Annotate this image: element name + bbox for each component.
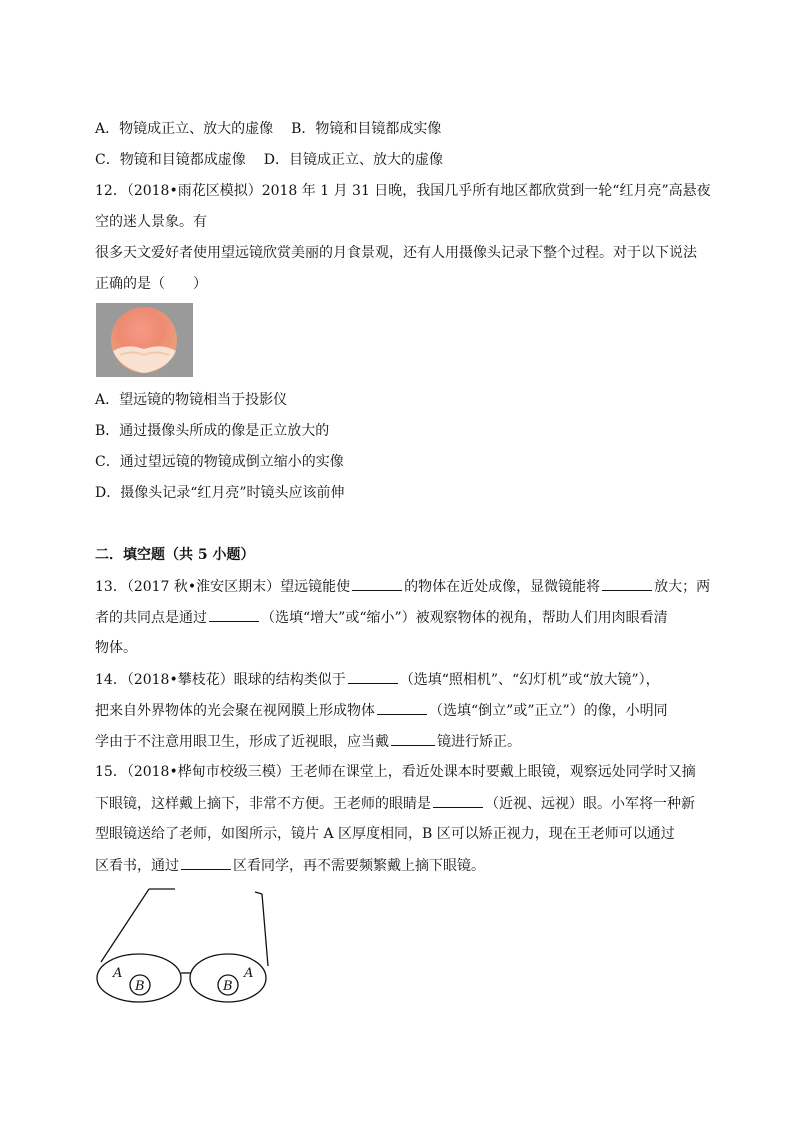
- q14-text-5: 学由于不注意用眼卫生，形成了近视眼，应当戴: [95, 734, 389, 750]
- q15-line-1: 15．（2018•桦甸市校级三模）王老师在课堂上，看近处课本时要戴上眼镜，观察远处同学时又摘: [95, 764, 696, 780]
- q12-option-c: C．通过望远镜的物镜成倒立缩小的实像: [95, 454, 344, 470]
- q15-blank-2[interactable]: [181, 855, 231, 870]
- glasses-label-a-right: A: [244, 966, 254, 981]
- glasses-temple-right: [262, 894, 268, 966]
- q15-line-3: 型眼镜送给了老师，如图所示，镜片 A 区厚度相同，B 区可以矫正视力，现在王老师可以通过: [95, 826, 675, 842]
- glasses-temple-right-top: [255, 892, 262, 894]
- q12-option-d: D．摄像头记录“红月亮”时镜头应该前伸: [95, 485, 345, 501]
- q15-blank-1[interactable]: [433, 793, 483, 808]
- q15-line-4: [95, 855, 485, 876]
- glasses-temple-left: [101, 889, 149, 962]
- q14-line-3: [95, 731, 521, 752]
- q14-blank-2[interactable]: [377, 700, 427, 715]
- bifocal-glasses-diagram: [95, 886, 275, 1006]
- q13-line-1: [95, 576, 710, 597]
- q13-line-2: [95, 607, 668, 628]
- glasses-label-b-right: B: [223, 979, 233, 994]
- q15-text-3: （近视、远视）眼。小军将一种新: [485, 796, 695, 812]
- q12-stem-line-3: 很多天文爱好者使用望远镜欣赏美丽的月食景观，还有人用摄像头记录下整个过程。对于以下说法: [95, 245, 697, 261]
- q11-option-a: A．物镜成正立、放大的虚像: [95, 121, 274, 137]
- q14-line-1: [95, 669, 660, 690]
- q15-text-2: 下眼镜，这样戴上摘下，非常不方便。王老师的眼睛是: [95, 796, 431, 812]
- q11-option-b: B．物镜和目镜都成实像: [291, 121, 442, 137]
- q13-blank-2[interactable]: [602, 576, 652, 591]
- q12-stem-line-4: 正确的是（ ）: [95, 276, 207, 292]
- q13-blank-3[interactable]: [209, 607, 259, 622]
- q12-stem-line-2: 空的迷人景象。有: [95, 214, 207, 230]
- section-title-fill-in: 二．填空题（共 5 小题）: [95, 547, 255, 563]
- q11-options-row-1: [95, 119, 441, 139]
- q12-option-a: A．望远镜的物镜相当于投影仪: [95, 392, 288, 408]
- q13-text-4: 者的共同点是通过: [95, 610, 207, 626]
- q11-option-c: C．物镜和目镜都成虚像: [95, 152, 246, 168]
- q15-text-6: 区看同学，再不需要频繁戴上摘下眼镜。: [233, 858, 485, 874]
- q12-option-b: B．通过摄像头所成的像是正立放大的: [95, 423, 330, 439]
- q14-text-6: 镜进行矫正。: [437, 734, 521, 750]
- q13-blank-1[interactable]: [352, 576, 402, 591]
- q14-text-1: 14．（2018•攀枝花）眼球的结构类似于: [95, 672, 346, 688]
- glasses-label-b-left: B: [135, 979, 145, 994]
- q14-blank-1[interactable]: [348, 669, 398, 684]
- q12-stem-line-1: 12．（2018•雨花区模拟）2018 年 1 月 31 日晚，我国几乎所有地区都欣赏到一轮“红月亮”高悬夜: [95, 183, 711, 199]
- q11-options-row-2: [95, 150, 443, 170]
- q14-text-2: （选填“照相机”、“幻灯机”或“放大镜”），: [399, 672, 660, 688]
- q14-blank-3[interactable]: [391, 731, 435, 746]
- red-moon-image: [96, 303, 193, 377]
- q14-line-2: [95, 700, 668, 721]
- q13-text-2: 的物体在近处成像，显微镜能将: [404, 579, 601, 595]
- q13-line-3: 物体。: [95, 640, 137, 656]
- q14-text-4: （选填“倒立”或”正立”）的像，小明同: [429, 703, 668, 719]
- q13-text-5: （选填“增大”或“缩小”）被观察物体的视角，帮助人们用肉眼看清: [261, 610, 668, 626]
- q11-option-d: D．目镜成正立、放大的虚像: [263, 152, 443, 168]
- glasses-label-a-left: A: [113, 966, 123, 981]
- q15-line-2: [95, 793, 695, 814]
- q13-text-1: 13．（2017 秋•淮安区期末）望远镜能使: [95, 579, 351, 595]
- q13-text-3: 放大；两: [654, 579, 711, 595]
- q15-text-5: 区看书，通过: [95, 858, 179, 874]
- q14-text-3: 把来自外界物体的光会聚在视网膜上形成物体: [95, 703, 375, 719]
